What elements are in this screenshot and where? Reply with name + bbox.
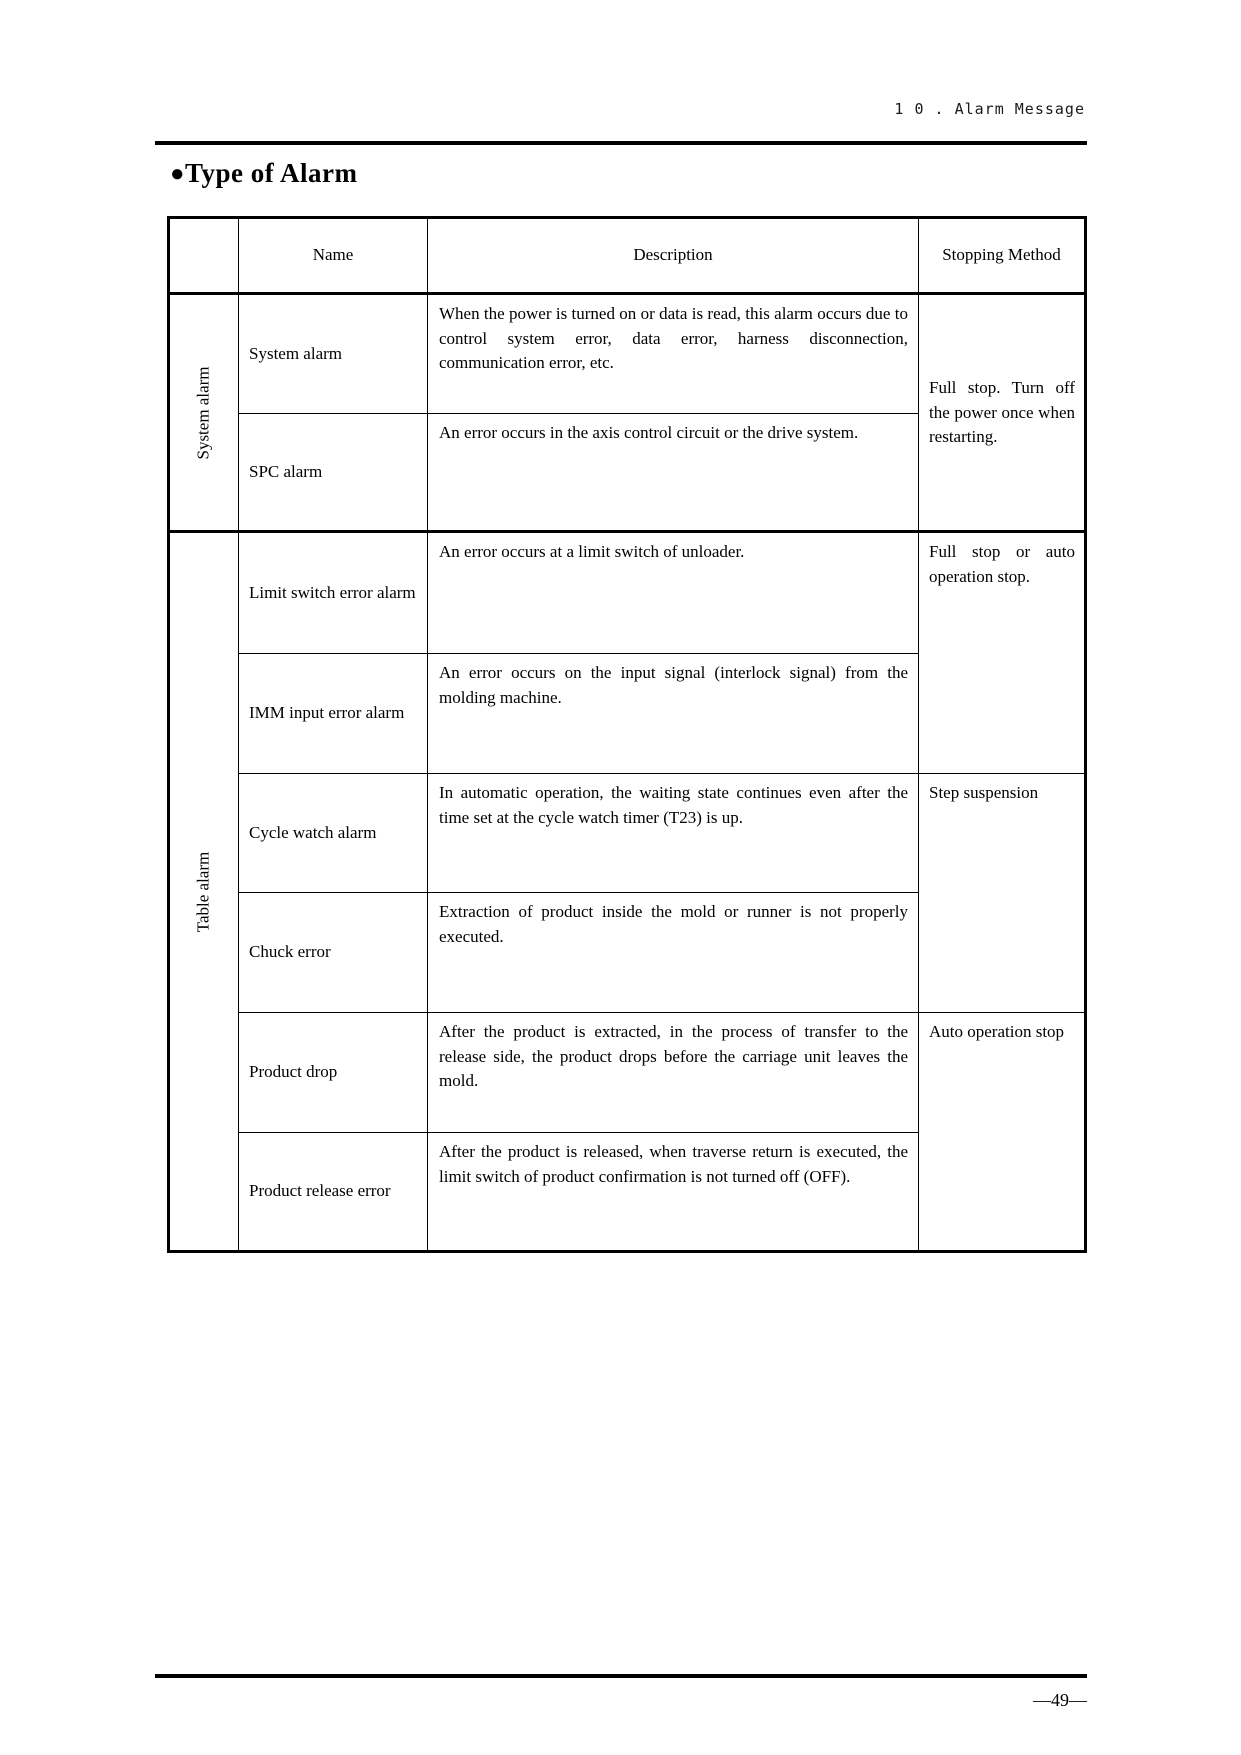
group-label-system-alarm: System alarm xyxy=(193,365,213,460)
table-row-cycle-watch-alarm xyxy=(169,774,1086,893)
col-header-stopping-method: Stopping Method xyxy=(919,218,1086,294)
header-rule xyxy=(155,141,1087,145)
alarm-name: IMM input error alarm xyxy=(239,654,428,774)
group-cell-table-alarm xyxy=(169,532,239,1252)
alarm-description: An error occurs in the axis control circuit or the drive system. xyxy=(428,414,919,532)
stopping-method: Full stop. Turn off the power once when restarting. xyxy=(919,294,1086,532)
alarm-description: Extraction of product inside the mold or runner is not properly executed. xyxy=(428,893,919,1013)
table-row-system-alarm xyxy=(169,294,1086,414)
stopping-method: Step suspension xyxy=(919,774,1086,1013)
page-title xyxy=(170,158,357,189)
col-header-name: Name xyxy=(239,218,428,294)
stopping-method: Full stop or auto operation stop. xyxy=(919,532,1086,774)
alarm-name: SPC alarm xyxy=(239,414,428,532)
alarm-name: Product release error xyxy=(239,1133,428,1252)
running-header: 1 0 . Alarm Message xyxy=(894,100,1085,118)
alarm-description: An error occurs on the input signal (interlock signal) from the molding machine. xyxy=(428,654,919,774)
alarm-type-table xyxy=(167,216,1087,1253)
alarm-description: In automatic operation, the waiting state continues even after the time set at the cycle watch timer (T23) is up. xyxy=(428,774,919,893)
alarm-description: After the product is extracted, in the process of transfer to the release side, the product drops before the carriage unit leaves the mold. xyxy=(428,1013,919,1133)
page-title-text: Type of Alarm xyxy=(185,158,358,188)
page-number: —49— xyxy=(1033,1690,1087,1710)
group-label-table-alarm: Table alarm xyxy=(193,851,213,932)
alarm-name: System alarm xyxy=(239,294,428,414)
group-cell-system-alarm xyxy=(169,294,239,532)
table-header-row xyxy=(169,218,1086,294)
table-row-product-drop xyxy=(169,1013,1086,1133)
alarm-description: An error occurs at a limit switch of unloader. xyxy=(428,532,919,654)
alarm-description: When the power is turned on or data is read, this alarm occurs due to control system error, data error, harness disconnection, communication error, etc. xyxy=(428,294,919,414)
alarm-name: Limit switch error alarm xyxy=(239,532,428,654)
alarm-name: Cycle watch alarm xyxy=(239,774,428,893)
stopping-method: Auto operation stop xyxy=(919,1013,1086,1252)
footer-rule xyxy=(155,1674,1087,1678)
title-bullet-icon: ● xyxy=(170,161,185,187)
alarm-name: Chuck error xyxy=(239,893,428,1013)
table-row-limit-switch-error-alarm xyxy=(169,532,1086,654)
col-header-description: Description xyxy=(428,218,919,294)
alarm-description: After the product is released, when traverse return is executed, the limit switch of product confirmation is not turned off (OFF). xyxy=(428,1133,919,1252)
alarm-name: Product drop xyxy=(239,1013,428,1133)
corner-cell xyxy=(169,218,239,294)
